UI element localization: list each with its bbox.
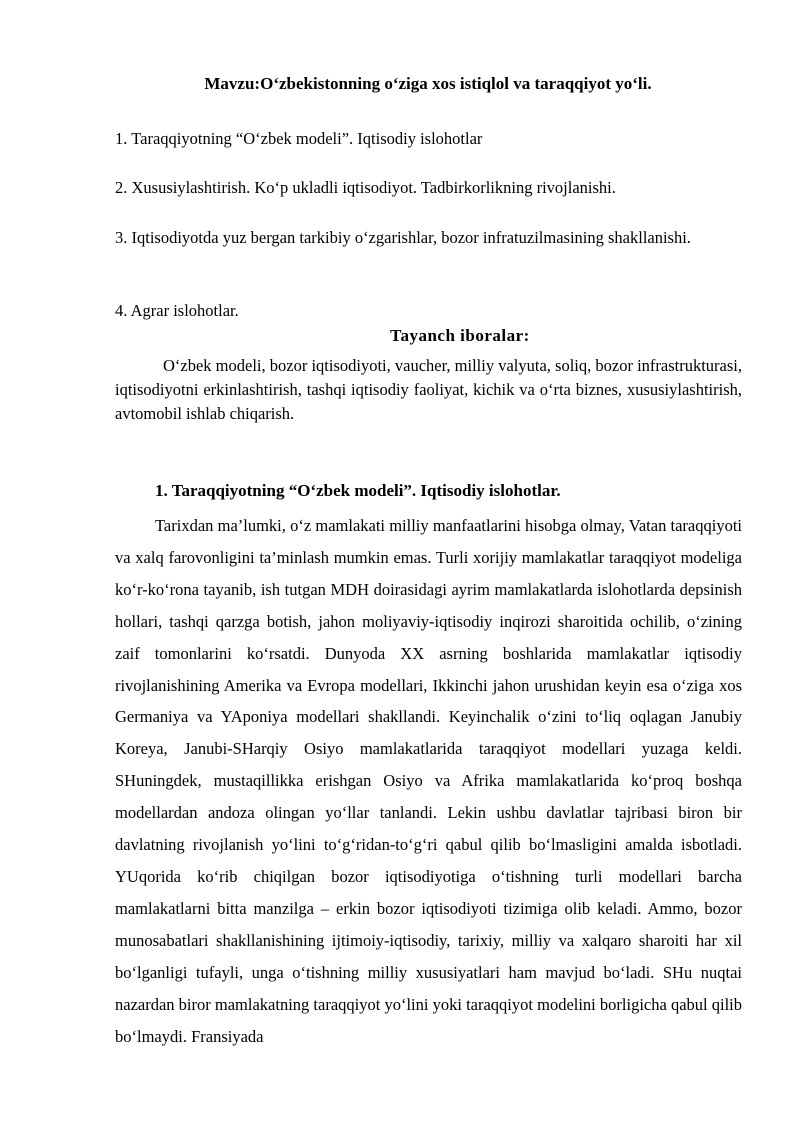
topic-item-4: 4. Agrar islohotlar. bbox=[115, 301, 239, 320]
topic-item-2: 2. Xususiylashtirish. Ko‘p ukladli iqtisodiyot. Tadbirkorlikning rivojlanishi. bbox=[115, 178, 616, 197]
topic-item-1: 1. Taraqqiyotning “O‘zbek modeli”. Iqtisodiy islohotlar bbox=[115, 129, 483, 148]
keywords-paragraph: O‘zbek modeli, bozor iqtisodiyoti, vaucher, milliy valyuta, soliq, bozor infrastrukturasi, iqtisodiyotni erkinlashtirish, tashqi iqtisodiy faoliyat, kichik va o‘rta biznes, xususiylashtirish, avtomobil ishlab chiqarish. bbox=[115, 356, 743, 423]
topic-item-3: 3. Iqtisodiyotda yuz bergan tarkibiy o‘zgarishlar, bozor infratuzilmasining shakllanishi. bbox=[115, 228, 691, 247]
keywords-heading: Tayanch iboralar: bbox=[390, 326, 530, 345]
page-title: Mavzu:O‘zbekistonning o‘ziga xos istiqlol va taraqqiyot yo‘li. bbox=[204, 74, 652, 93]
section-heading: 1. Taraqqiyotning “O‘zbek modeli”. Iqtisodiy islohotlar. bbox=[155, 481, 561, 500]
body-paragraph: Tarixdan ma’lumki, o‘z mamlakati milliy manfaatlarini hisobga olmay, Vatan taraqqiyoti va xalq farovonligini ta’minlash mumkin emas. Turli xorijiy mamlakatlar taraqqiyot modeliga ko‘r-ko‘rona tayanib, ish tutgan MDH doirasidagi ayrim mamlakatlarda islohotlarda depsinish hollari, tashqi qarzga botish, jahon moliyaviy-iqtisodiy inqirozi sharoitida ochilib, o‘zining zaif tomonlarini ko‘rsatdi. Dunyoda XX asrning boshlarida mamlakatlar iqtisodiy rivojlanishining Amerika va Evropa modellari, Ikkinchi jahon urushidan keyin esa o‘ziga xos Germaniya va YAponiya modellari shakllandi. Keyinchalik o‘zini to‘liq oqlagan Janubiy Koreya, Janubi-SHarqiy Osiyo mamlakatlarida taraqqiyot modellari yuzaga keldi. SHuningdek, mustaqillikka erishgan Osiyo va Afrika mamlakatlarida ko‘proq boshqa modellardan andoza olingan yo‘llar tanlandi. Lekin ushbu davlatlar tajribasi biron bir davlatning rivojlanish yo‘lini to‘g‘ridan-to‘g‘ri qabul qilib bo‘lmasligini amalda isbotladi. YUqorida ko‘rib chiqilgan bozor iqtisodiyotiga o‘tishning turli modellari barcha mamlakatlarni bitta manzilga – erkin bozor iqtisodiyoti tizimiga olib keladi. Ammo, bozor munosabatlari shakllanishining ijtimoiy-iqtisodiy, tarixiy, milliy va xalqaro sharoiti har xil bo‘lganligi tufayli, unga o‘tishning milliy xususiyatlari ham mavjud bo‘ladi. SHu nuqtai nazardan biror mamlakatning taraqqiyot yo‘lini yoki taraqqiyot modelini borligicha qabul qilib bo‘lmaydi. Fransiyada bbox=[115, 516, 742, 1046]
